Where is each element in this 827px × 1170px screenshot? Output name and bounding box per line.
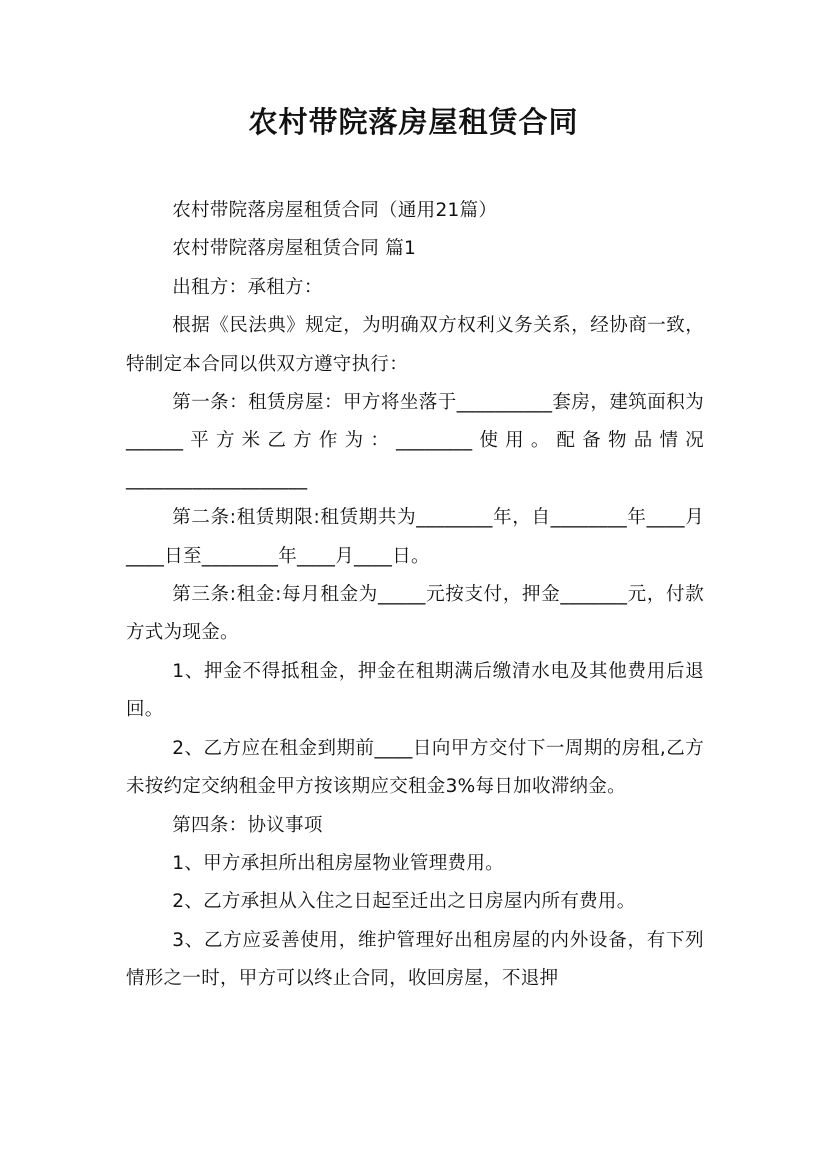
paragraph-article-1: 第一条：租赁房屋：甲方将坐落于__________套房，建筑面积为______平方米乙方作为：________使用。配备物品情况___________________ — [126, 392, 704, 490]
paragraph-preamble: 根据《民法典》规定，为明确双方权利义务关系，经协商一致，特制定本合同以供双方遵守执行： — [126, 315, 704, 375]
document-body — [126, 192, 704, 999]
paragraph-article-3: 第三条:租金:每月租金为_____元按支付，押金_______元，付款方式为现金。 — [126, 584, 704, 644]
document-title: 农村带院落房屋租赁合同 — [248, 105, 579, 139]
paragraph-article-4-item-2: 2、乙方承担从入住之日起至迁出之日房屋内所有费用。 — [172, 891, 636, 913]
paragraph-parties: 出租方：承租方： — [172, 276, 323, 298]
paragraph-article-3-item-1: 1、押金不得抵租金，押金在租期满后缴清水电及其他费用后退回。 — [126, 660, 704, 721]
paragraph-article-4-item-3: 3、乙方应妥善使用，维护管理好出租房屋的内外设备，有下列情形之一时，甲方可以终止合同，收回房屋，不退押 — [126, 929, 704, 990]
paragraph-article-3-item-2: 2、乙方应在租金到期前____日向甲方交付下一周期的房租,乙方未按约定交纳租金甲方按该期应交租金3%每日加收滞纳金。 — [126, 737, 704, 798]
paragraph-section-heading: 农村带院落房屋租赁合同 篇1 — [172, 238, 417, 260]
paragraph-article-2: 第二条:租赁期限:租赁期共为________年，自________年____月____日至________年____月____日。 — [126, 507, 704, 567]
paragraph-subtitle: 农村带院落房屋租赁合同（通用21篇） — [172, 200, 498, 221]
paragraph-article-4-item-1: 1、甲方承担所出租房屋物业管理费用。 — [172, 852, 504, 874]
paragraph-article-4: 第四条：协议事项 — [172, 814, 323, 836]
